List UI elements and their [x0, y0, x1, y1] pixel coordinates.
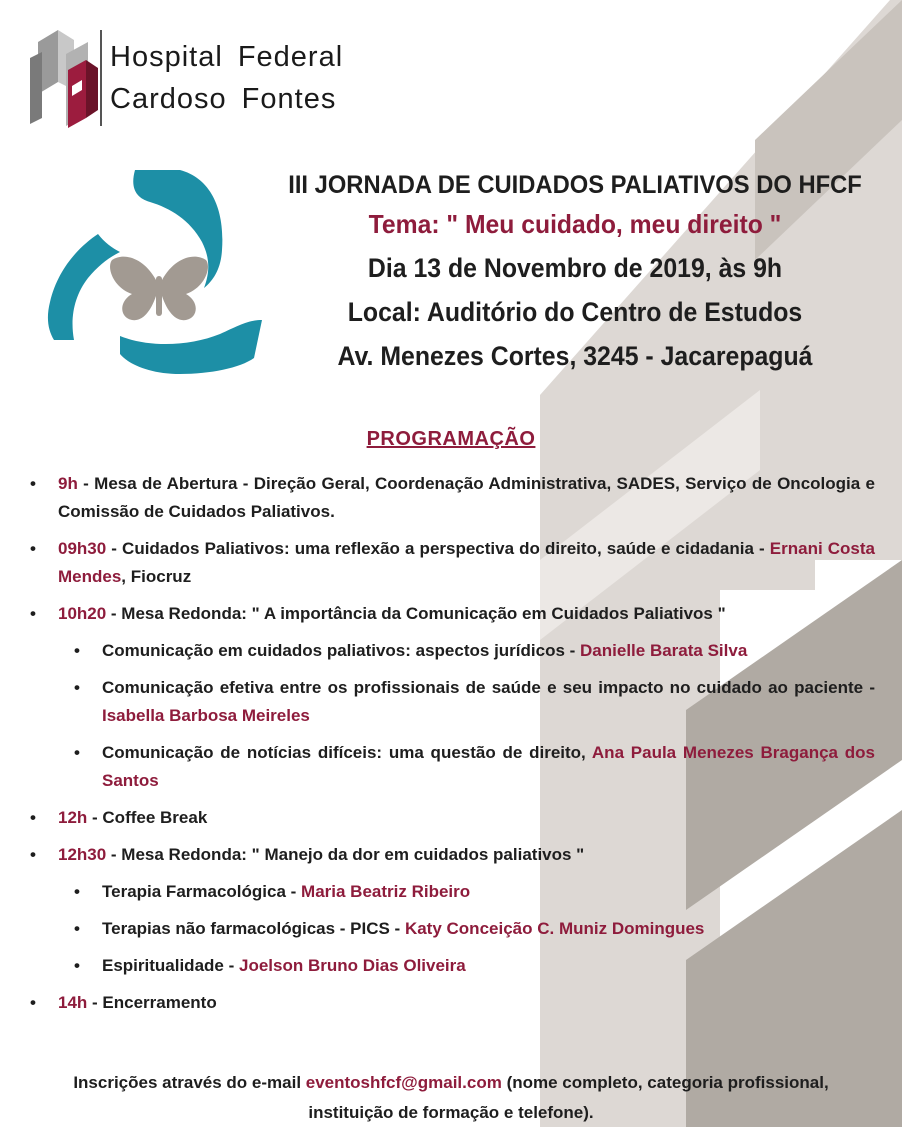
item-text: - Encerramento: [87, 993, 217, 1012]
hospital-name: [110, 36, 343, 120]
event-address: Av. Menezes Cortes, 3245 - Jacarepaguá: [337, 341, 813, 371]
item-speaker: Katy Conceição C. Muniz Domingues: [404, 919, 705, 938]
hospital-logo-icon: [28, 18, 100, 130]
program-subitem: [74, 637, 875, 665]
registration-line1: [0, 1068, 902, 1098]
program-item-09h30: [30, 535, 875, 591]
hospital-name-line1: Hospital Federal: [110, 41, 344, 73]
bullet: •: [30, 845, 36, 864]
item-text: - Coffee Break: [87, 808, 208, 827]
bullet: •: [74, 678, 80, 697]
item-speaker: Ana Paula Menezes Bragança dos Santos: [102, 743, 875, 790]
program-item-14h: [30, 989, 875, 1017]
item-text: Terapias não farmacológicas - PICS -: [102, 919, 405, 938]
event-date: Dia 13 de Novembro de 2019, às 9h: [367, 253, 783, 283]
event-theme: Tema: " Meu cuidado, meu direito ": [368, 209, 782, 239]
registration-line2: instituição de formação e telefone).: [308, 1103, 594, 1122]
item-speaker: Joelson Bruno Dias Oliveira: [238, 956, 466, 975]
item-speaker: Isabella Barbosa Meireles: [102, 706, 310, 725]
bullet: •: [74, 641, 80, 660]
item-affiliation: , Fiocruz: [121, 567, 192, 586]
item-text: - Mesa Redonda: " Manejo da dor em cuidados paliativos ": [106, 845, 585, 864]
program-subitem: [74, 739, 875, 795]
item-text: Comunicação efetiva entre os profissionais de saúde e seu impacto no cuidado ao paciente -: [102, 678, 875, 697]
bullet: •: [74, 882, 80, 901]
registration-info: [0, 1068, 902, 1128]
item-text: - Mesa de Abertura - Direção Geral, Coordenação Administrativa, SADES, Serviço de Oncologia e Comissão de Cuidados Paliativos.: [58, 474, 875, 521]
item-time: 10h20: [58, 604, 107, 623]
bullet: •: [30, 539, 36, 558]
program-subitem: [74, 915, 875, 943]
event-title: III JORNADA DE CUIDADOS PALIATIVOS DO HFCF: [288, 171, 862, 199]
item-text: - Cuidados Paliativos: uma reflexão a perspectiva do direito, saúde e cidadania -: [106, 539, 770, 558]
item-time: 12h: [58, 808, 88, 827]
bullet: •: [74, 956, 80, 975]
item-text: Terapia Farmacológica -: [102, 882, 302, 901]
bullet: •: [74, 743, 80, 762]
program-list: [30, 470, 875, 1026]
registration-email-link[interactable]: eventoshfcf@gmail.com: [305, 1073, 502, 1092]
bullet: •: [74, 919, 80, 938]
butterfly-icon: [110, 257, 208, 321]
lower-hand-icon: [120, 320, 262, 374]
item-time: 12h30: [58, 845, 107, 864]
program-subitem: [74, 952, 875, 980]
item-text: Comunicação de notícias difíceis: uma questão de direito,: [102, 743, 592, 762]
logo-divider: [100, 30, 102, 126]
event-location: Local: Auditório do Centro de Estudos: [347, 297, 803, 327]
item-speaker: Maria Beatriz Ribeiro: [301, 882, 471, 901]
hands-butterfly-emblem-icon: [40, 168, 270, 378]
item-text: - Mesa Redonda: " A importância da Comunicação em Cuidados Paliativos ": [106, 604, 726, 623]
program-heading: PROGRAMAÇÃO: [366, 428, 536, 450]
program-item-9h: [30, 470, 875, 526]
program-subitem: [74, 674, 875, 730]
registration-prefix: Inscrições através do e-mail: [73, 1073, 306, 1092]
registration-suffix: (nome completo, categoria profissional,: [501, 1073, 829, 1092]
bullet: •: [30, 474, 36, 493]
item-speaker: Danielle Barata Silva: [580, 641, 748, 660]
bullet: •: [30, 808, 36, 827]
item-time: 09h30: [58, 539, 107, 558]
item-time: 14h: [58, 993, 88, 1012]
program-subitem: [74, 878, 875, 906]
program-item-10h20: [30, 600, 875, 628]
bullet: •: [30, 993, 36, 1012]
item-time: 9h: [58, 474, 78, 493]
left-hand-icon: [48, 234, 120, 340]
hospital-name-line2: Cardoso Fontes: [110, 83, 337, 115]
event-header: [270, 168, 880, 378]
program-item-12h: [30, 804, 875, 832]
item-speaker: Ernani Costa Mendes: [58, 539, 876, 586]
bullet: •: [30, 604, 36, 623]
item-text: Espiritualidade -: [102, 956, 239, 975]
program-item-12h30: [30, 841, 875, 869]
item-text: Comunicação em cuidados paliativos: aspectos jurídicos -: [102, 641, 581, 660]
